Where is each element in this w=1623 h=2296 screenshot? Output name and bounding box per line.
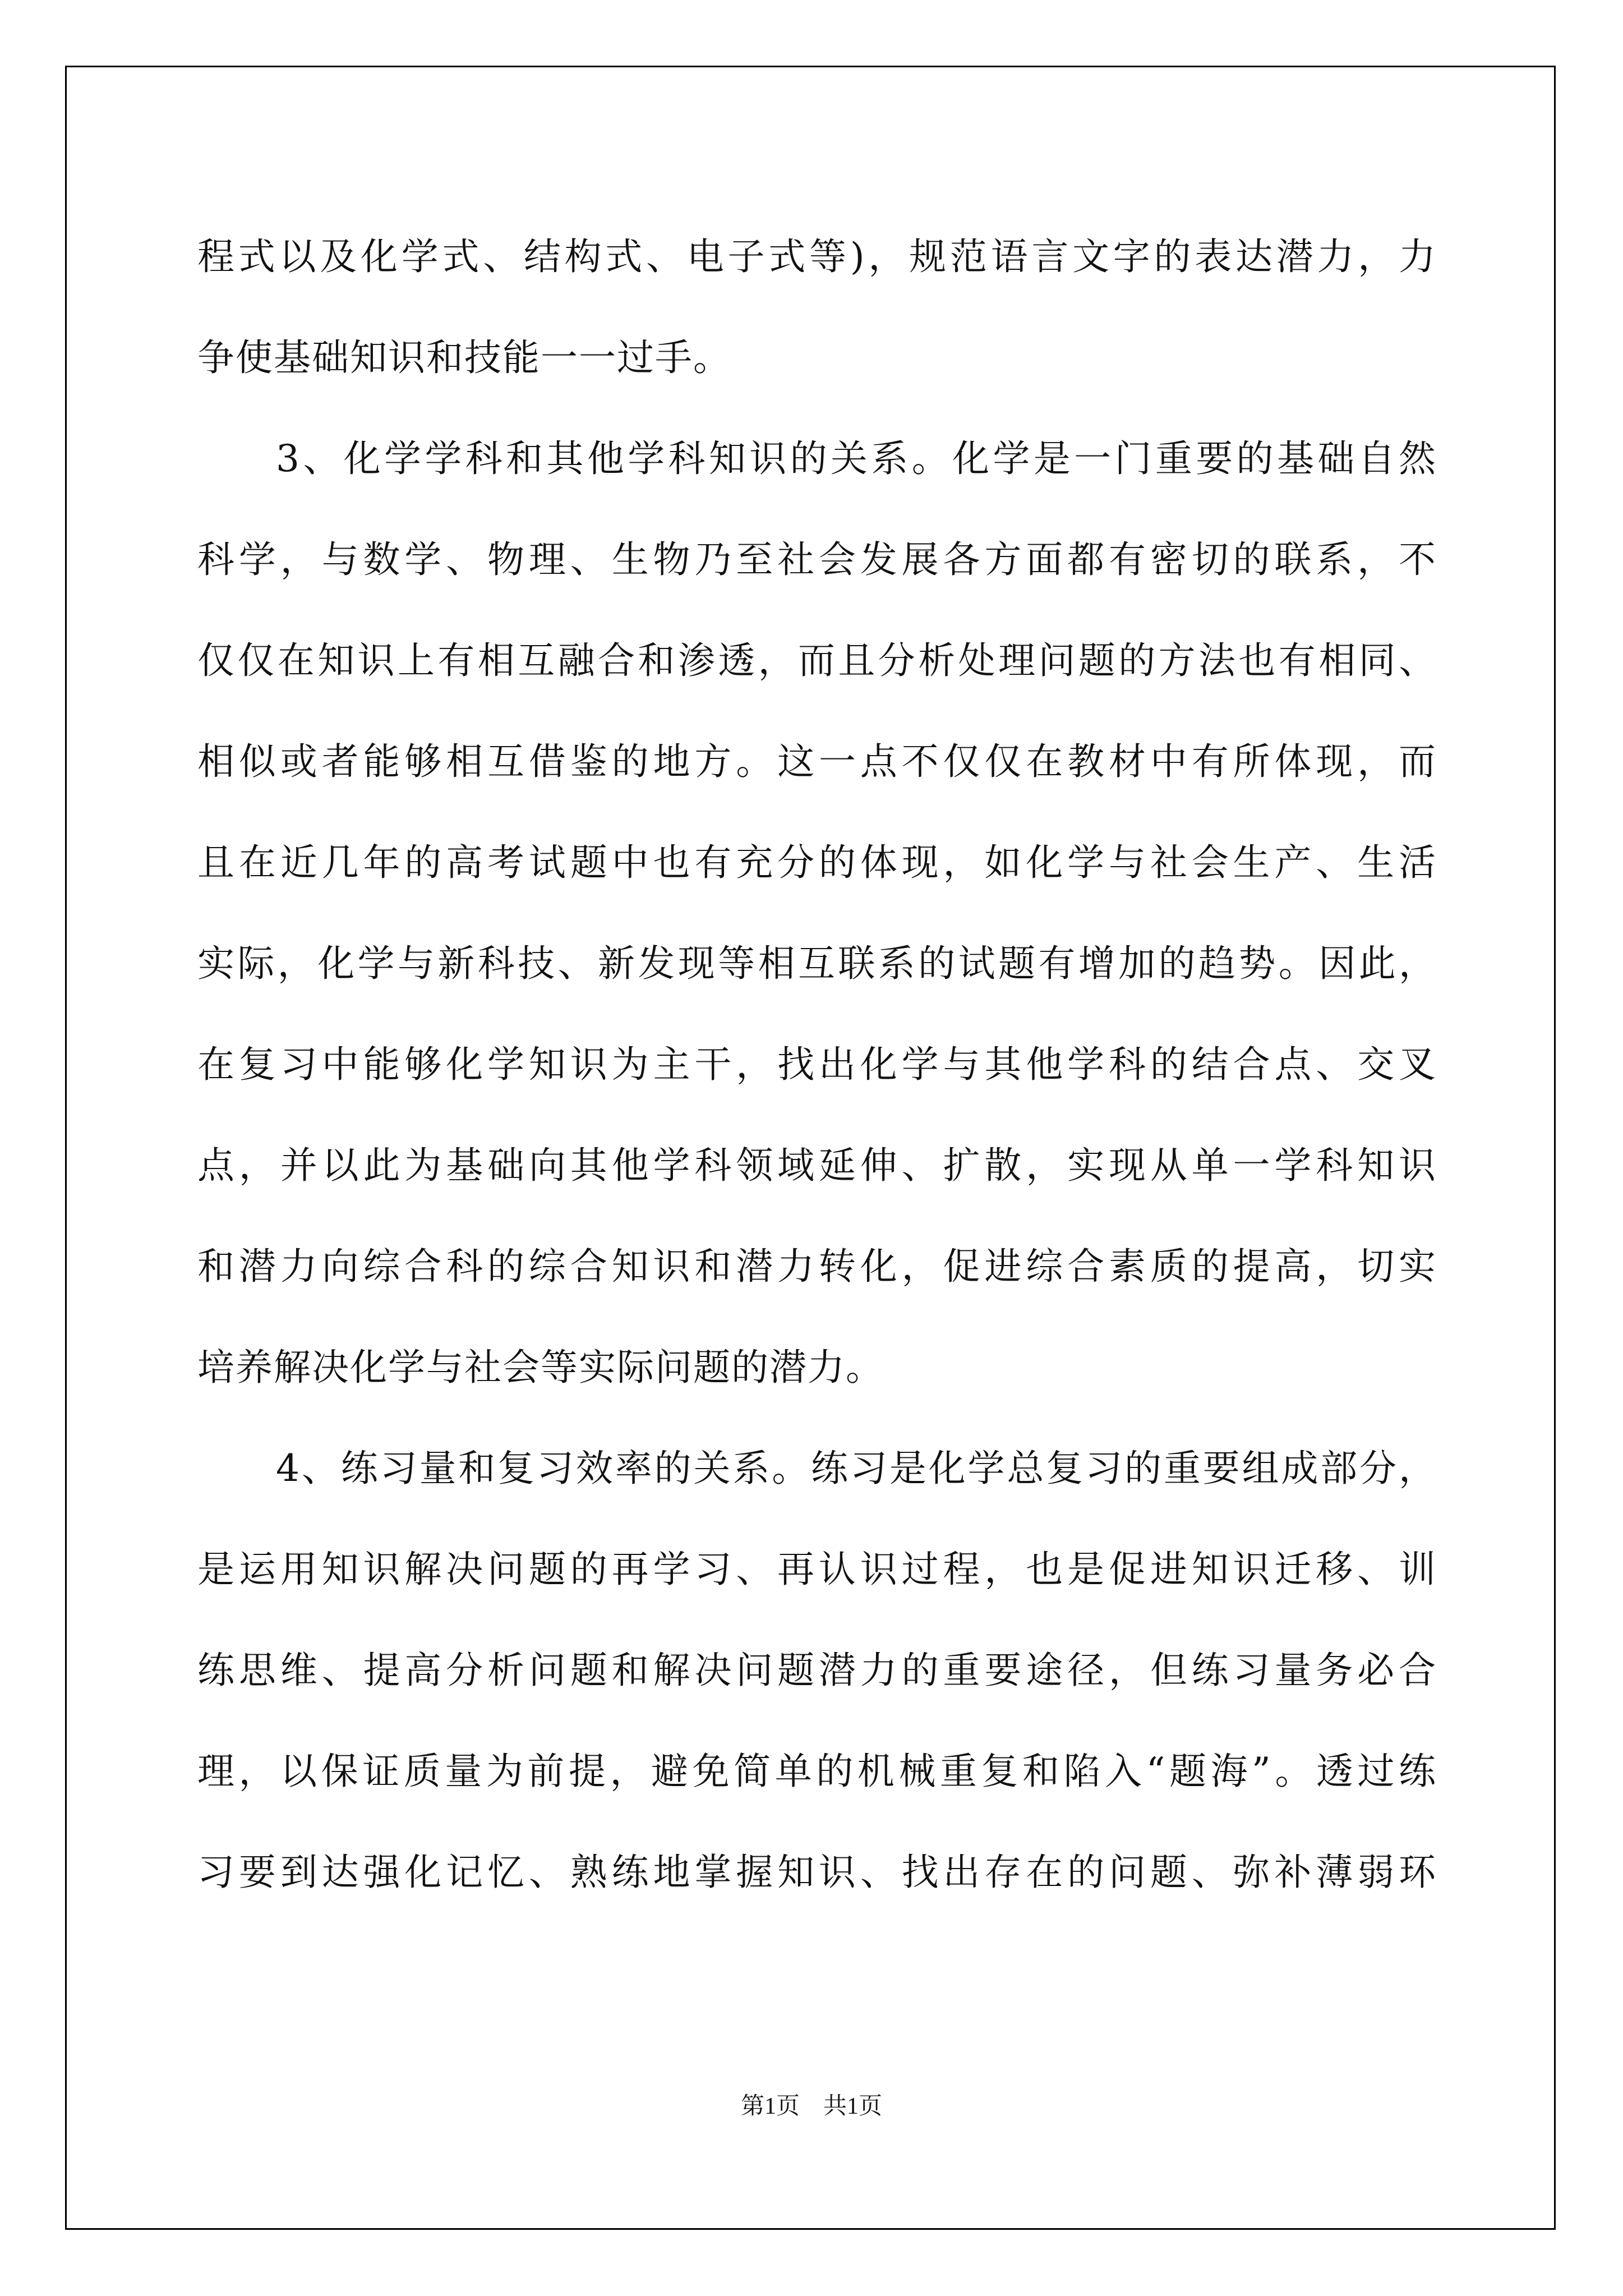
body-line: 相似或者能够相互借鉴的地方。这一点不仅仅在教材中有所体现，而 (197, 740, 1437, 783)
paragraph-start-line: 3、化学学科和其他学科知识的关系。化学是一门重要的基础自然 (276, 437, 1437, 480)
body-line: 程式以及化学式、结构式、电子式等)，规范语言文字的表达潜力，力 (197, 235, 1437, 278)
page-footer: 第1页 共1页 (740, 2093, 882, 2119)
body-line: 科学，与数学、物理、生物乃至社会发展各方面都有密切的联系，不 (197, 538, 1437, 581)
body-line: 在复习中能够化学知识为主干，找出化学与其他学科的结合点、交叉 (197, 1043, 1437, 1086)
body-line: 争使基础知识和技能一一过手。 (197, 336, 731, 379)
body-line: 培养解决化学与社会等实际问题的潜力。 (197, 1346, 884, 1389)
body-line: 且在近几年的高考试题中也有充分的体现，如化学与社会生产、生活 (197, 841, 1437, 884)
body-line: 点，并以此为基础向其他学科领域延伸、扩散，实现从单一学科知识 (197, 1144, 1437, 1187)
body-line: 是运用知识解决问题的再学习、再认识过程，也是促进知识迁移、训 (197, 1548, 1437, 1591)
paragraph-start-line: 4、练习量和复习效率的关系。练习是化学总复习的重要组成部分， (276, 1447, 1437, 1490)
body-line: 理，以保证质量为前提，避免简单的机械重复和陷入“题海”。透过练 (197, 1750, 1437, 1793)
body-line: 仅仅在知识上有相互融合和渗透，而且分析处理问题的方法也有相同、 (197, 639, 1437, 682)
body-line: 练思维、提高分析问题和解决问题潜力的重要途径，但练习量务必合 (197, 1649, 1437, 1692)
body-line: 习要到达强化记忆、熟练地掌握知识、找出存在的问题、弥补薄弱环 (197, 1851, 1437, 1894)
document-body (197, 223, 1437, 1940)
body-line: 和潜力向综合科的综合知识和潜力转化，促进综合素质的提高，切实 (197, 1245, 1437, 1288)
body-line: 实际，化学与新科技、新发现等相互联系的试题有增加的趋势。因此， (197, 942, 1437, 985)
